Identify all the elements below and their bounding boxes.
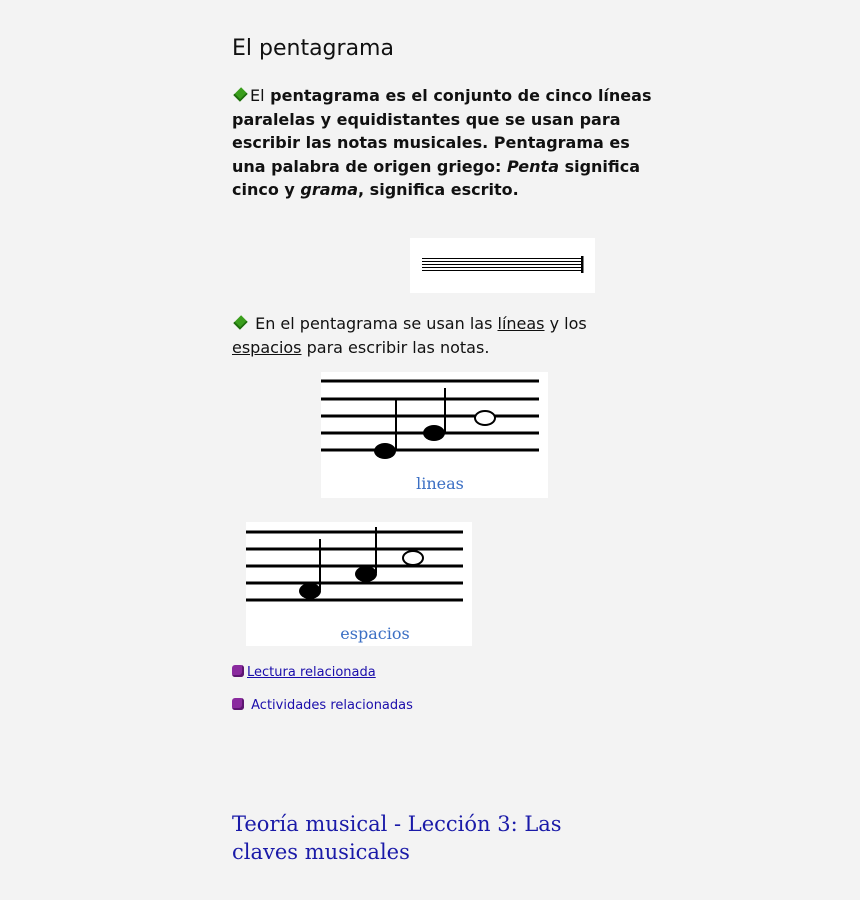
intro-text-2: significa cinco y	[232, 156, 641, 199]
usage-text-3: para escribir las notas.	[306, 337, 490, 357]
related-activities-label[interactable]: Actividades relacionadas	[251, 698, 413, 713]
espacios-figure	[246, 522, 472, 646]
related-reading-label[interactable]: Lectura relacionada	[247, 665, 376, 680]
usage-espacios: espacios	[232, 337, 302, 357]
purple-bullet-icon	[232, 665, 244, 677]
page-title: El pentagrama	[232, 36, 394, 61]
usage-paragraph	[232, 312, 612, 359]
lineas-caption: lineas	[416, 474, 464, 493]
usage-text-1: En el pentagrama se usan las	[255, 314, 493, 333]
usage-text-2: y los	[549, 314, 587, 333]
espacios-caption: espacios	[340, 624, 410, 643]
intro-word-el: El	[250, 86, 265, 105]
staff-image	[410, 238, 595, 293]
intro-text-3: , significa escrito.	[358, 180, 519, 199]
green-diamond-bullet-icon	[233, 87, 247, 101]
green-diamond-bullet-icon	[233, 315, 247, 329]
notes-on-lines-graphic	[321, 372, 548, 498]
related-reading-link[interactable]	[232, 665, 376, 680]
notes-in-spaces-graphic	[246, 522, 472, 646]
staff-lines-graphic	[410, 238, 595, 293]
usage-lineas: líneas	[497, 314, 545, 333]
intro-penta: Penta	[507, 156, 559, 176]
intro-text-1: pentagrama es el conjunto de cinco líneas paralelas y equidistantes que se usan para escribir las notas musicales. Pentagrama es una palabra de origen griego:	[232, 86, 652, 176]
intro-grama: grama	[300, 180, 359, 199]
lineas-figure	[321, 372, 548, 498]
purple-bullet-icon	[232, 698, 244, 710]
related-activities-link[interactable]	[232, 698, 413, 713]
intro-paragraph	[232, 84, 652, 202]
next-lesson-link[interactable]: Teoría musical - Lección 3: Las claves musicales	[232, 812, 562, 864]
